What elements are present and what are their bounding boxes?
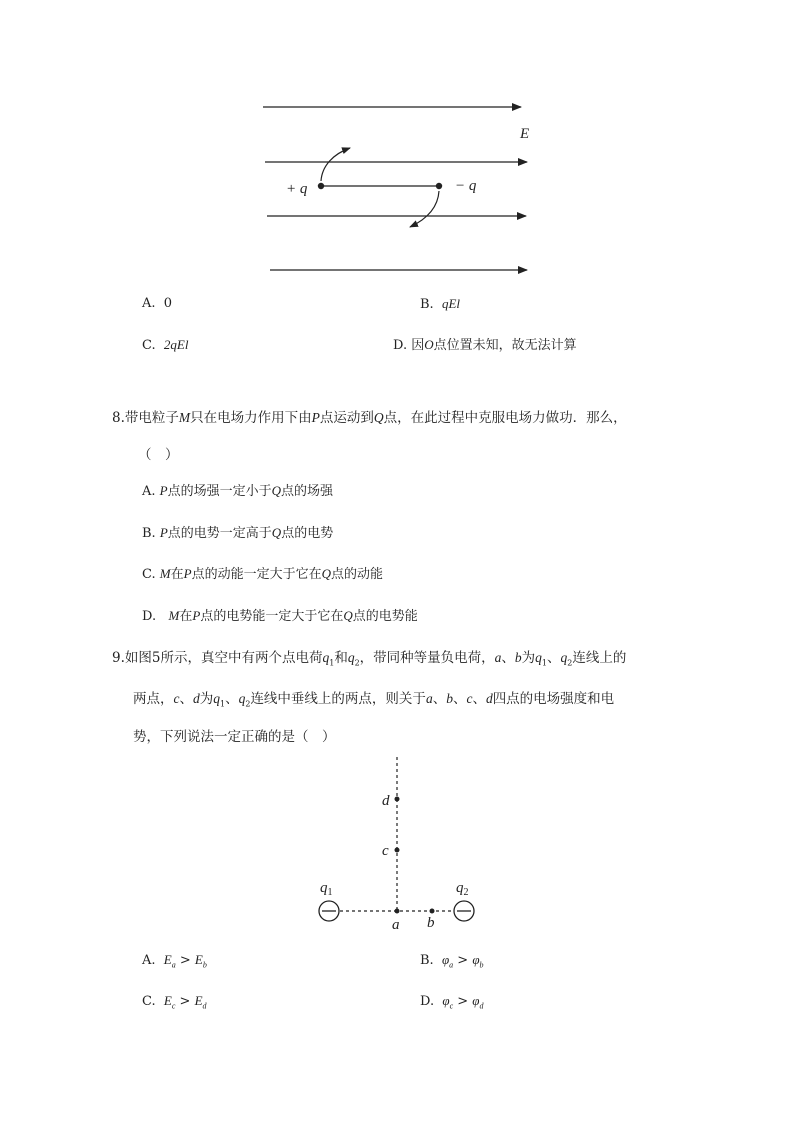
q9-option-d[interactable] [420, 992, 484, 1016]
q9-option-b[interactable] [420, 951, 484, 975]
option-letter: A. [142, 484, 156, 499]
option-var: M [159, 566, 171, 581]
option-var: Q [343, 608, 353, 623]
q8-stem [112, 409, 627, 427]
point-c-label: c [382, 843, 389, 859]
option-letter: C. [142, 567, 156, 582]
q8-option-c[interactable] [142, 565, 383, 584]
option-var: Q [321, 566, 331, 581]
stem-text: 四点的电场强度和电 [492, 691, 615, 707]
q7-option-d[interactable] [393, 336, 577, 355]
option-text: 点的电势 [281, 526, 334, 541]
stem-text: 为 [521, 650, 536, 666]
positive-charge-dot [318, 183, 324, 189]
option-text: 点位置未知，故无法计算 [433, 338, 577, 353]
point-b-label: b [427, 915, 435, 931]
option-letter: A. [142, 296, 156, 311]
option-text: 2qEl [163, 337, 189, 352]
option-var: P [192, 608, 201, 623]
stem-text: 带电粒子 [124, 410, 179, 426]
stem-text: ，带同种等量负电荷， [359, 650, 495, 666]
stem-var: Q [373, 410, 384, 425]
stem-var: a [494, 650, 502, 665]
question-number: 8. [112, 410, 125, 426]
point-a-label: a [392, 917, 400, 933]
stem-var: q [560, 650, 568, 665]
point-a-dot [395, 909, 400, 914]
option-letter: C. [142, 994, 156, 1009]
q8-answer-paren: （ ） [138, 447, 179, 463]
point-d-label: d [382, 793, 390, 809]
negative-charge-dot [436, 183, 442, 189]
stem-var: q [213, 691, 220, 706]
option-var: φ [441, 952, 450, 967]
negative-charge-label: − q [455, 178, 477, 194]
point-c-dot [395, 848, 400, 853]
option-op: > [175, 994, 195, 1009]
stem-var: c [173, 691, 180, 706]
stem-sub: 2 [567, 658, 573, 668]
stem-sub: 2 [245, 699, 251, 709]
stem-var: b [446, 691, 453, 706]
stem-text: 、 [225, 691, 239, 707]
stem-text: 、 [432, 691, 447, 707]
stem-var: a [425, 691, 433, 706]
stem-var: c [466, 691, 473, 706]
option-text: 在 [170, 567, 184, 582]
field-label: E [520, 126, 530, 142]
option-var: P [159, 483, 168, 498]
option-text: 0 [163, 296, 173, 311]
option-text: 点的电势能 [352, 609, 418, 624]
q9-stem-line-3: 势，下列说法一定正确的是（ ） [133, 729, 336, 745]
positive-charge-label: + q [286, 181, 308, 197]
charge-q2-circle [454, 901, 474, 921]
rotation-arrow-down [410, 191, 439, 227]
option-sub: a [171, 960, 176, 970]
q8-option-b[interactable] [142, 524, 333, 543]
option-letter: B. [420, 953, 434, 968]
rotation-arrow-up [321, 148, 350, 181]
stem-text: 和 [334, 650, 348, 666]
stem-sub: 1 [220, 699, 226, 709]
charge-q1-circle [319, 901, 339, 921]
stem-sub: 1 [541, 658, 548, 668]
stem-var: M [178, 410, 191, 425]
stem-var: d [485, 691, 493, 706]
point-b-dot [430, 909, 435, 914]
option-op: > [453, 953, 473, 968]
stem-text: 、 [452, 691, 467, 707]
option-var: E [194, 993, 203, 1008]
stem-sub: 2 [354, 658, 360, 668]
option-letter: B. [142, 526, 156, 541]
q9-stem-line-1 [112, 649, 626, 673]
option-letter: B. [420, 297, 434, 312]
option-text: 点的电势一定高于 [167, 526, 272, 541]
option-var: φ [472, 993, 480, 1008]
stem-var: q [238, 691, 246, 706]
option-var: M [168, 608, 180, 623]
charge-q1-label: $q_1$ [320, 880, 333, 898]
option-var: φ [442, 993, 450, 1008]
option-sub: c [449, 1001, 454, 1011]
option-letter: D. [393, 338, 408, 353]
option-var: Q [271, 483, 282, 498]
stem-var: q [535, 650, 542, 665]
option-op: > [175, 953, 195, 968]
option-var: O [424, 337, 434, 352]
stem-text: 、 [179, 691, 193, 707]
option-sub: a [449, 960, 454, 970]
option-sub: b [202, 960, 207, 970]
q8-option-a[interactable] [142, 482, 333, 501]
stem-var: P [311, 410, 320, 425]
stem-text: 为 [199, 691, 214, 707]
option-letter: D. [420, 994, 435, 1009]
option-sub: d [202, 1001, 207, 1011]
option-text: qEl [441, 296, 461, 311]
stem-text: 连线中垂线上的两点，则关于 [250, 691, 426, 707]
option-var: E [163, 993, 172, 1008]
stem-text: 连线上的 [572, 650, 627, 666]
option-var: P [183, 566, 192, 581]
stem-sub: 1 [329, 658, 335, 668]
option-var: φ [472, 952, 480, 967]
field-dipole-figure [0, 0, 794, 290]
option-text: 因 [411, 338, 425, 353]
q7-option-a[interactable] [142, 295, 172, 313]
stem-text: 点运动到 [319, 410, 374, 426]
stem-text: 、 [547, 650, 561, 666]
stem-text: 点，在此过程中克服电场力做功．那么， [383, 410, 627, 426]
option-text: 点的动能 [330, 567, 383, 582]
point-d-dot [395, 797, 400, 802]
option-op: > [453, 994, 473, 1009]
stem-var: d [193, 691, 200, 706]
q8-option-d[interactable] [142, 607, 418, 626]
q7-option-b[interactable] [420, 295, 460, 314]
stem-text: 、 [501, 650, 515, 666]
stem-text: 两点， [133, 691, 174, 707]
option-text: 在 [179, 609, 193, 624]
stem-var: q [347, 650, 355, 665]
option-var: E [163, 952, 172, 967]
option-var: E [194, 952, 203, 967]
q9-stem-line-2 [133, 690, 614, 714]
q9-option-a[interactable] [142, 951, 207, 975]
option-sub: c [171, 1001, 176, 1011]
stem-text: 、 [472, 691, 486, 707]
option-sub: b [479, 960, 484, 970]
option-var: Q [271, 525, 282, 540]
stem-var: b [514, 650, 522, 665]
option-text: 点的场强 [281, 484, 334, 499]
option-letter: C. [142, 338, 156, 353]
option-text: 点的场强一定小于 [167, 484, 272, 499]
stem-var: q [322, 650, 330, 665]
option-letter: D. [142, 609, 157, 624]
q9-option-c[interactable] [142, 992, 207, 1016]
option-sub: d [479, 1001, 484, 1011]
option-letter: A. [142, 953, 156, 968]
stem-text: 只在电场力作用下由 [190, 410, 312, 426]
stem-text: 如图5所示，真空中有两个点电荷 [124, 650, 323, 666]
option-text: 点的电势能一定大于它在 [200, 609, 344, 624]
option-text: 点的动能一定大于它在 [191, 567, 322, 582]
charge-q2-label: $q_2$ [456, 880, 469, 898]
option-var: P [159, 525, 168, 540]
question-number: 9. [112, 650, 125, 666]
q7-option-c[interactable] [142, 336, 188, 355]
